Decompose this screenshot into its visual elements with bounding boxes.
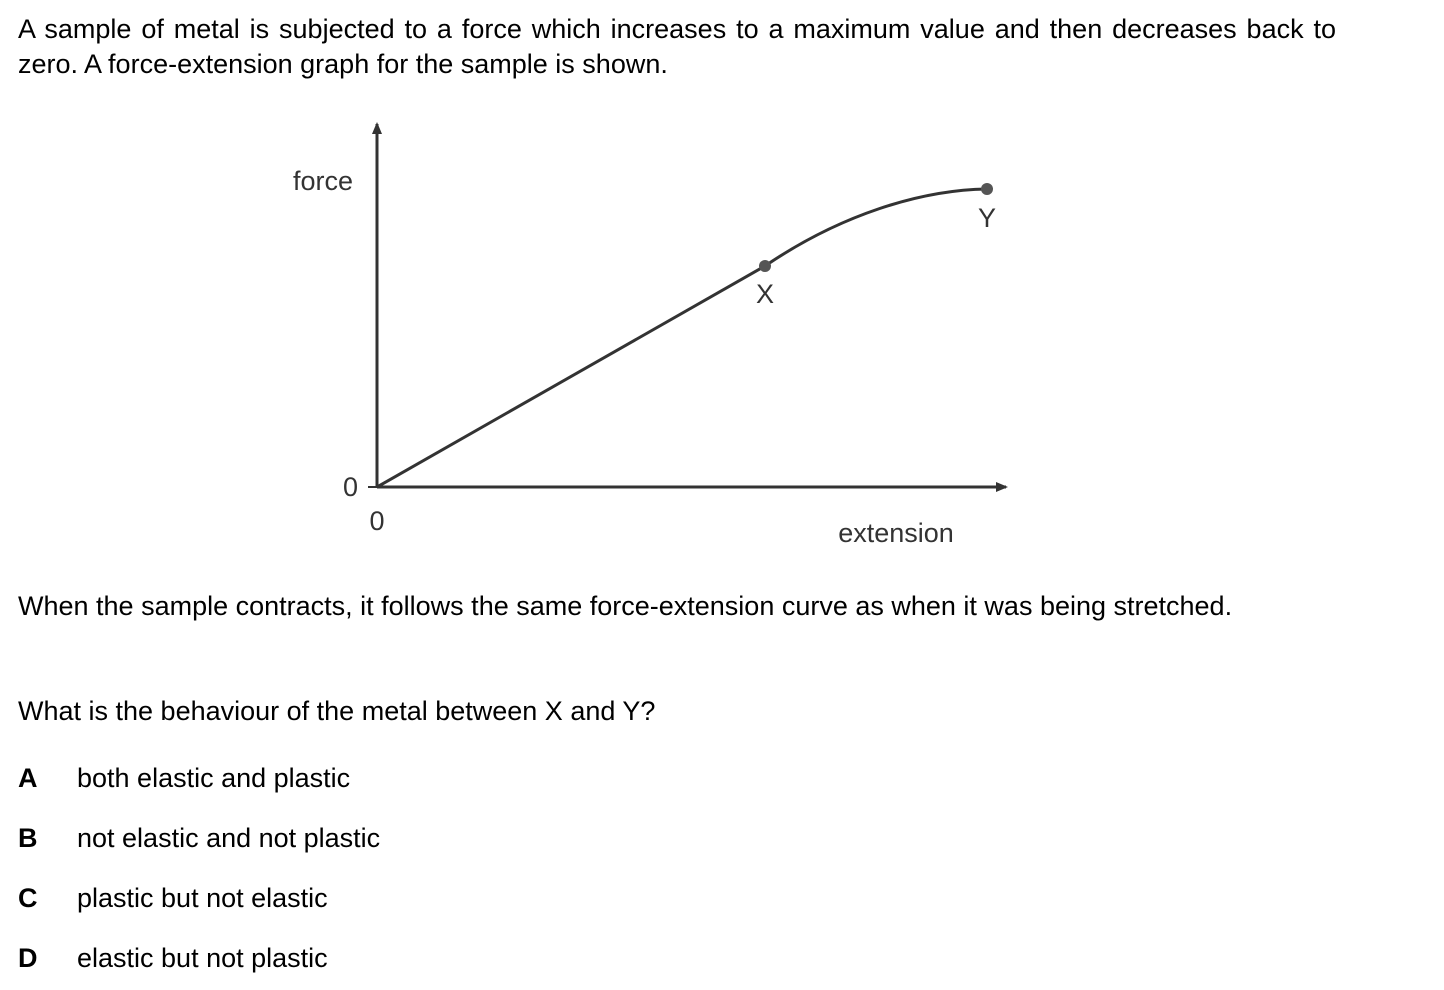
option-letter: C — [18, 883, 38, 913]
y-axis-label: force — [292, 166, 353, 196]
option-text: not elastic and not plastic — [77, 823, 381, 853]
option-letter: B — [18, 823, 38, 853]
question-text: What is the behaviour of the metal between X and Y? — [18, 696, 656, 726]
option-letter: D — [18, 943, 38, 973]
point-y-marker — [981, 183, 993, 195]
point-x-label: X — [755, 279, 775, 309]
x-axis-label: extension — [838, 518, 954, 548]
statement-paragraph: When the sample contracts, it follows the same force-extension curve as when it was being stretched. — [18, 591, 1233, 621]
option-letter: A — [18, 763, 38, 793]
intro-paragraph: A sample of metal is subjected to a force which increases to a maximum value and then decreases back to zero. A force-extension graph for the sample is shown. — [18, 14, 1336, 79]
option-text: both elastic and plastic — [77, 763, 351, 793]
option-text: elastic but not plastic — [77, 943, 328, 973]
curved-segment — [765, 189, 987, 266]
y-origin-label: 0 — [342, 472, 358, 502]
linear-segment — [377, 266, 765, 487]
x-origin-label: 0 — [369, 506, 385, 536]
point-x-marker — [759, 260, 771, 272]
option-text: plastic but not elastic — [77, 883, 328, 913]
point-y-label: Y — [977, 203, 997, 233]
